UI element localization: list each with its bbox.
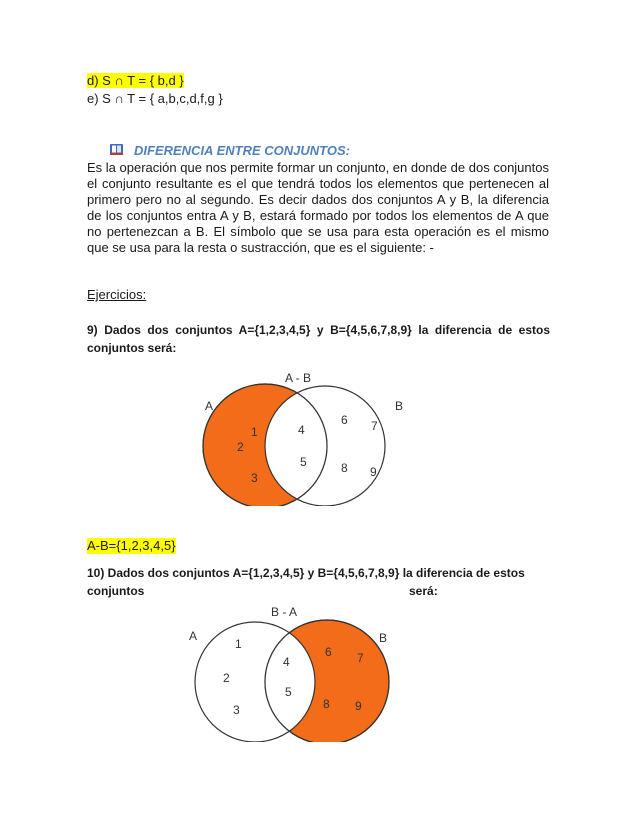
ejercicios-label: Ejercicios:: [87, 287, 147, 302]
question-10-line2a: conjuntos: [87, 584, 145, 598]
question-9: 9) Dados dos conjuntos A={1,2,3,4,5} y B={4,5,6,7,8,9} la diferencia de estos conjuntos será:: [87, 323, 550, 355]
line-e: e) S ∩ T = { a,b,c,d,f,g }: [87, 91, 223, 106]
venn1-title: A - B: [285, 371, 312, 385]
venn2-b-only-7: 7: [357, 651, 364, 665]
venn1-label-a: A: [205, 399, 214, 413]
venn-diagram-b-minus-a: [185, 602, 415, 742]
venn2-title: B - A: [271, 605, 298, 619]
section-heading: DIFERENCIA ENTRE CONJUNTOS:: [134, 143, 350, 158]
venn2-label-b: B: [379, 631, 388, 645]
venn1-both-5: 5: [300, 455, 307, 469]
venn1-a-only-2: 2: [237, 440, 244, 454]
venn2-a-only-3: 3: [233, 703, 240, 717]
venn1-a-only-3: 3: [251, 471, 258, 485]
venn-diagram-a-minus-b: [195, 366, 425, 506]
venn1-b-only-9: 9: [370, 465, 377, 479]
venn2-b-only-8: 8: [323, 697, 330, 711]
venn1-a-only-1: 1: [251, 425, 258, 439]
venn1-both-4: 4: [298, 423, 305, 437]
venn2-b-only-9: 9: [355, 699, 362, 713]
book-bullet-icon: [108, 141, 126, 157]
venn1-b-only-8: 8: [341, 461, 348, 475]
venn2-both-4: 4: [283, 655, 290, 669]
question-10-line1: 10) Dados dos conjuntos A={1,2,3,4,5} y B={4,5,6,7,8,9} la diferencia de estos: [87, 566, 525, 580]
venn1-b-only-6: 6: [341, 413, 348, 427]
venn2-a-only-1: 1: [235, 637, 242, 651]
line-d-text: d) S ∩ T = { b,d }: [87, 73, 184, 88]
venn1-b-only-7: 7: [371, 419, 378, 433]
venn2-both-5: 5: [285, 685, 292, 699]
venn2-a-only-2: 2: [223, 671, 230, 685]
venn2-b-only-6: 6: [325, 645, 332, 659]
line-d: [87, 73, 184, 89]
venn2-label-a: A: [189, 629, 198, 643]
answer-9: A-B={1,2,3,4,5}: [87, 538, 176, 553]
question-10-line2b: será:: [409, 584, 438, 598]
venn1-label-b: B: [395, 399, 404, 413]
section-paragraph: Es la operación que nos permite formar un conjunto, en donde de dos conjuntos el conjunto resultante es el que tendrá todos los elementos que pertenecen al primero pero no al segundo. Es decir dados dos conjuntos A y B, la diferencia de los conjuntos entra A y B, estará formado por todos los elementos de A que no pertenezcan a B. El símbolo que se usa para esta operación es el mismo que se usa para la resta o sustracción, que es el siguiente: -: [87, 160, 549, 255]
